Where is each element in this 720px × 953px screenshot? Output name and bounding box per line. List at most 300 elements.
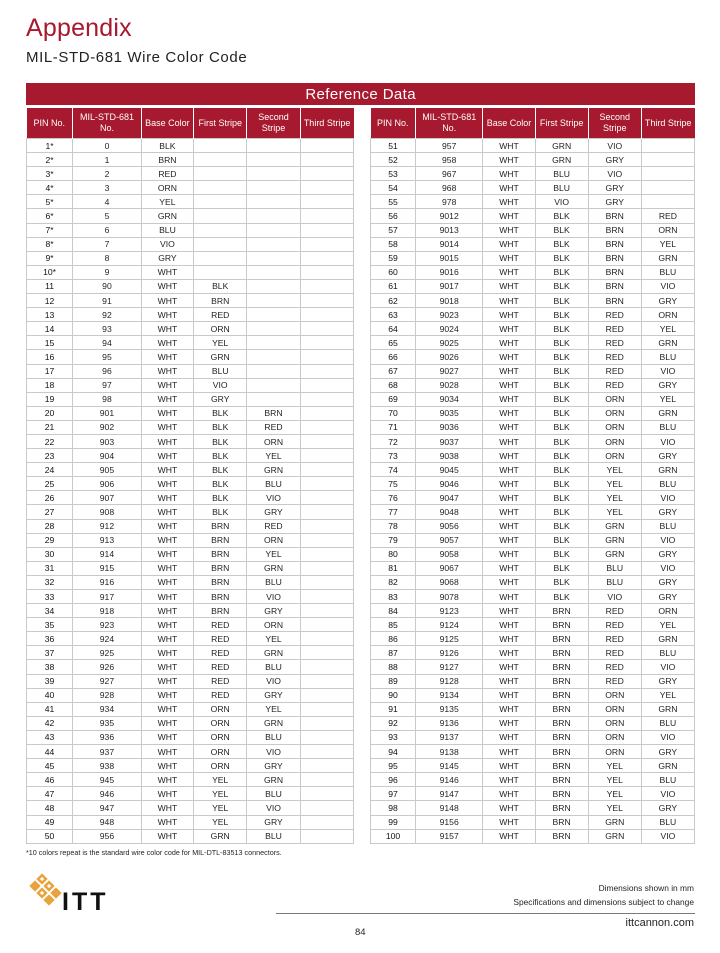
table-cell [194,237,247,251]
table-cell: 9145 [415,759,482,773]
table-cell: 913 [73,533,142,547]
pin-cell: 45 [27,759,73,773]
table-cell: RED [588,632,641,646]
table-cell: 9048 [415,505,482,519]
table-cell: WHT [141,420,193,434]
pin-cell: 64 [371,322,416,336]
table-cell: BLK [535,434,588,448]
table-row [27,716,354,730]
table-cell: GRN [194,829,247,843]
table-cell: WHT [141,364,193,378]
table-cell: 92 [73,308,142,322]
table-cell: BRN [588,294,641,308]
table-cell: 5 [73,209,142,223]
table-row [371,815,695,829]
table-cell: WHT [483,251,535,265]
table-cell: BLK [535,279,588,293]
table-row [27,702,354,716]
table-cell: 926 [73,660,142,674]
table-cell: WHT [141,533,193,547]
table-cell: WHT [483,575,535,589]
table-cell: 957 [415,139,482,153]
pin-cell: 58 [371,237,416,251]
table-row [371,209,695,223]
pin-cell: 86 [371,632,416,646]
table-cell: VIO [247,491,300,505]
table-cell: GRN [247,646,300,660]
pin-cell: 28 [27,519,73,533]
table-row [371,590,695,604]
table-cell: BLK [535,265,588,279]
pin-cell: 98 [371,801,416,815]
table-cell: 97 [73,378,142,392]
table-row [27,505,354,519]
table-cell [300,181,353,195]
pin-cell: 11 [27,279,73,293]
table-row [27,139,354,153]
table-cell: ORN [588,702,641,716]
table-cell: YEL [194,773,247,787]
table-cell: BRN [535,660,588,674]
table-cell: BLK [535,519,588,533]
table-cell: BLU [247,730,300,744]
table-cell: WHT [483,547,535,561]
table-cell: BRN [535,759,588,773]
pin-cell: 71 [371,420,416,434]
logo-wordmark: ITT [62,888,109,916]
table-row [371,575,695,589]
table-cell: YEL [194,787,247,801]
table-cell [247,223,300,237]
table-cell: WHT [483,801,535,815]
table-cell: BLK [535,308,588,322]
table-cell: BLK [535,223,588,237]
table-cell [300,745,353,759]
table-cell [300,294,353,308]
footer-divider [276,913,695,914]
pin-cell: 77 [371,505,416,519]
table-cell: 9134 [415,688,482,702]
table-cell: 1 [73,153,142,167]
table-cell: 902 [73,420,142,434]
table-cell [247,336,300,350]
pin-cell: 84 [371,604,416,618]
pin-cell: 17 [27,364,73,378]
table-cell [641,181,694,195]
table-cell: 948 [73,815,142,829]
table-cell: ORN [247,434,300,448]
table-cell: BRN [535,632,588,646]
table-row [27,209,354,223]
pin-cell: 25 [27,477,73,491]
table-cell [194,251,247,265]
table-row [27,632,354,646]
table-cell: 95 [73,350,142,364]
table-cell: 91 [73,294,142,308]
table-cell [300,801,353,815]
table-row [371,618,695,632]
pin-cell: 80 [371,547,416,561]
table-cell: ORN [194,730,247,744]
table-cell: VIO [641,279,694,293]
table-cell [300,674,353,688]
table-cell [300,209,353,223]
table-cell [247,139,300,153]
table-row [27,322,354,336]
table-row [371,688,695,702]
table-cell: 9125 [415,632,482,646]
table-cell: WHT [141,660,193,674]
table-cell: BLU [535,167,588,181]
pin-cell: 37 [27,646,73,660]
table-cell [300,716,353,730]
table-cell: VIO [641,533,694,547]
table-cell: GRN [641,406,694,420]
table-cell: GRY [641,547,694,561]
table-cell: 908 [73,505,142,519]
table-cell [300,632,353,646]
pin-cell: 10* [27,265,73,279]
table-row [371,449,695,463]
pin-cell: 70 [371,406,416,420]
table-row [27,350,354,364]
table-cell: 9035 [415,406,482,420]
table-cell: WHT [141,745,193,759]
table-row [27,561,354,575]
table-cell [247,364,300,378]
table-row [27,745,354,759]
table-cell: WHT [483,533,535,547]
section-banner [26,83,695,105]
table-cell: GRN [641,702,694,716]
pin-cell: 60 [371,265,416,279]
table-cell: YEL [588,801,641,815]
table-cell [300,463,353,477]
table-cell [194,265,247,279]
table-cell: BLU [641,716,694,730]
table-row [27,223,354,237]
table-cell [247,181,300,195]
pin-cell: 31 [27,561,73,575]
table-cell: 903 [73,434,142,448]
table-row [27,237,354,251]
table-row [27,491,354,505]
table-cell: 945 [73,773,142,787]
table-cell: BLU [247,575,300,589]
table-cell: BRN [194,294,247,308]
table-cell: WHT [483,294,535,308]
table-row [27,575,354,589]
table-cell: 2 [73,167,142,181]
table-cell: GRY [247,604,300,618]
table-row [27,434,354,448]
table-cell: YEL [588,491,641,505]
table-cell: BLK [535,590,588,604]
table-cell: WHT [141,392,193,406]
table-cell: YEL [641,237,694,251]
pin-cell: 78 [371,519,416,533]
table-cell [194,153,247,167]
table-cell: YEL [141,195,193,209]
table-cell: BRN [588,237,641,251]
table-cell: WHT [141,561,193,575]
table-cell: GRN [588,547,641,561]
table-cell: 9157 [415,829,482,843]
pin-cell: 19 [27,392,73,406]
table-cell: WHT [483,491,535,505]
table-cell: GRN [641,251,694,265]
table-cell: WHT [141,505,193,519]
table-cell: WHT [483,674,535,688]
table-cell: WHT [483,730,535,744]
table-cell: WHT [483,829,535,843]
table-cell: WHT [483,209,535,223]
table-cell [300,336,353,350]
table-cell: WHT [483,279,535,293]
pin-cell: 56 [371,209,416,223]
table-cell: 94 [73,336,142,350]
table-row [27,279,354,293]
table-cell: BLU [247,829,300,843]
table-cell: VIO [141,237,193,251]
table-cell: BRN [194,590,247,604]
table-cell: VIO [641,787,694,801]
table-cell: 9135 [415,702,482,716]
table-cell: RED [194,646,247,660]
table-cell [300,449,353,463]
table-cell [300,491,353,505]
table-cell: 923 [73,618,142,632]
table-row [371,251,695,265]
table-cell [300,237,353,251]
table-cell: 3 [73,181,142,195]
table-cell: 96 [73,364,142,378]
pin-cell: 92 [371,716,416,730]
table-cell: YEL [588,773,641,787]
table-cell [194,223,247,237]
table-cell: BRN [535,773,588,787]
table-row [371,434,695,448]
table-row [27,829,354,843]
table-cell: GRY [641,294,694,308]
table-cell: BRN [588,279,641,293]
table-cell: WHT [141,279,193,293]
table-cell [300,392,353,406]
table-cell: 4 [73,195,142,209]
table-cell: GRN [641,336,694,350]
table-cell: WHT [141,801,193,815]
pin-cell: 50 [27,829,73,843]
table-cell: BRN [588,251,641,265]
table-cell: YEL [588,505,641,519]
table-cell [300,646,353,660]
table-cell: BLU [641,350,694,364]
table-cell [247,294,300,308]
table-row [27,167,354,181]
table-cell: BRN [194,575,247,589]
table-cell [300,829,353,843]
pin-cell: 100 [371,829,416,843]
table-cell: BLK [194,505,247,519]
table-cell: WHT [141,773,193,787]
table-cell [300,434,353,448]
table-cell: RED [588,378,641,392]
table-cell [247,153,300,167]
table-row [371,350,695,364]
table-cell: GRN [141,209,193,223]
table-cell [300,139,353,153]
table-cell: BLU [641,646,694,660]
pin-cell: 7* [27,223,73,237]
table-cell: YEL [194,336,247,350]
table-cell: RED [588,308,641,322]
table-cell: GRY [588,181,641,195]
table-row [371,745,695,759]
table-cell: RED [641,209,694,223]
table-cell: RED [247,519,300,533]
table-cell: WHT [483,745,535,759]
pin-cell: 59 [371,251,416,265]
table-cell [300,406,353,420]
table-cell: RED [141,167,193,181]
table-row [371,829,695,843]
table-cell: ORN [588,420,641,434]
table-row [27,294,354,308]
table-cell [300,153,353,167]
table-cell: 924 [73,632,142,646]
table-body-right [371,139,695,844]
table-cell: ORN [194,716,247,730]
table-cell: 9136 [415,716,482,730]
pin-cell: 97 [371,787,416,801]
table-cell: 8 [73,251,142,265]
table-cell: BLU [641,773,694,787]
pin-cell: 30 [27,547,73,561]
table-cell [300,505,353,519]
table-cell: BLK [535,505,588,519]
table-cell: BLU [535,181,588,195]
table-cell: 9026 [415,350,482,364]
table-cell: ORN [641,604,694,618]
table-cell: BRN [535,646,588,660]
table-cell: 9056 [415,519,482,533]
table-row [371,139,695,153]
table-cell: WHT [483,815,535,829]
table-cell: YEL [588,477,641,491]
pin-cell: 41 [27,702,73,716]
table-cell [300,702,353,716]
website-link[interactable]: ittcannon.com [625,917,694,929]
table-cell: BLK [535,561,588,575]
pin-cell: 5* [27,195,73,209]
table-cell: YEL [588,463,641,477]
pin-cell: 2* [27,153,73,167]
table-cell: WHT [483,463,535,477]
table-cell: 9057 [415,533,482,547]
table-row [371,491,695,505]
table-row [371,505,695,519]
table-cell: WHT [483,406,535,420]
table-row [27,336,354,350]
table-row [371,604,695,618]
table-cell [300,251,353,265]
pin-cell: 1* [27,139,73,153]
table-cell: VIO [641,434,694,448]
table-cell: VIO [588,167,641,181]
column-header: Base Color [483,108,535,139]
table-cell: GRY [247,759,300,773]
pin-cell: 83 [371,590,416,604]
table-cell [300,533,353,547]
table-row [371,519,695,533]
column-header: First Stripe [194,108,247,139]
table-row [371,265,695,279]
pin-cell: 75 [371,477,416,491]
table-row [371,195,695,209]
pin-cell: 63 [371,308,416,322]
table-row [27,364,354,378]
pin-cell: 20 [27,406,73,420]
pin-cell: 33 [27,590,73,604]
column-header: PIN No. [371,108,416,139]
table-cell: 6 [73,223,142,237]
table-cell: 9123 [415,604,482,618]
table-cell: WHT [141,547,193,561]
table-cell: GRN [247,716,300,730]
table-row [27,646,354,660]
table-cell: BRN [194,561,247,575]
table-row [371,237,695,251]
table-cell: 915 [73,561,142,575]
pin-cell: 91 [371,702,416,716]
table-cell: 9078 [415,590,482,604]
table-cell: WHT [483,237,535,251]
table-cell: YEL [588,759,641,773]
table-cell: WHT [483,392,535,406]
table-cell: 9017 [415,279,482,293]
table-cell: BLK [194,420,247,434]
table-cell: ORN [588,716,641,730]
table-cell: YEL [641,392,694,406]
table-cell: BLK [535,294,588,308]
pin-cell: 21 [27,420,73,434]
table-row [371,801,695,815]
table-cell: WHT [141,308,193,322]
table-row [27,251,354,265]
table-cell: 9036 [415,420,482,434]
table-cell: 9068 [415,575,482,589]
table-cell: WHT [483,420,535,434]
table-cell: WHT [141,449,193,463]
table-cell: YEL [641,688,694,702]
table-cell: BLK [535,533,588,547]
table-cell: BLU [588,575,641,589]
table-cell [194,167,247,181]
table-cell [247,167,300,181]
table-row [27,618,354,632]
table-cell: 9012 [415,209,482,223]
table-cell: 9067 [415,561,482,575]
pin-cell: 6* [27,209,73,223]
table-cell: BRN [535,787,588,801]
table-cell: BRN [535,815,588,829]
table-cell: YEL [641,618,694,632]
page-title: Appendix [26,14,132,42]
table-cell: GRY [641,505,694,519]
table-row [27,688,354,702]
table-cell: WHT [483,153,535,167]
table-cell: 9137 [415,730,482,744]
